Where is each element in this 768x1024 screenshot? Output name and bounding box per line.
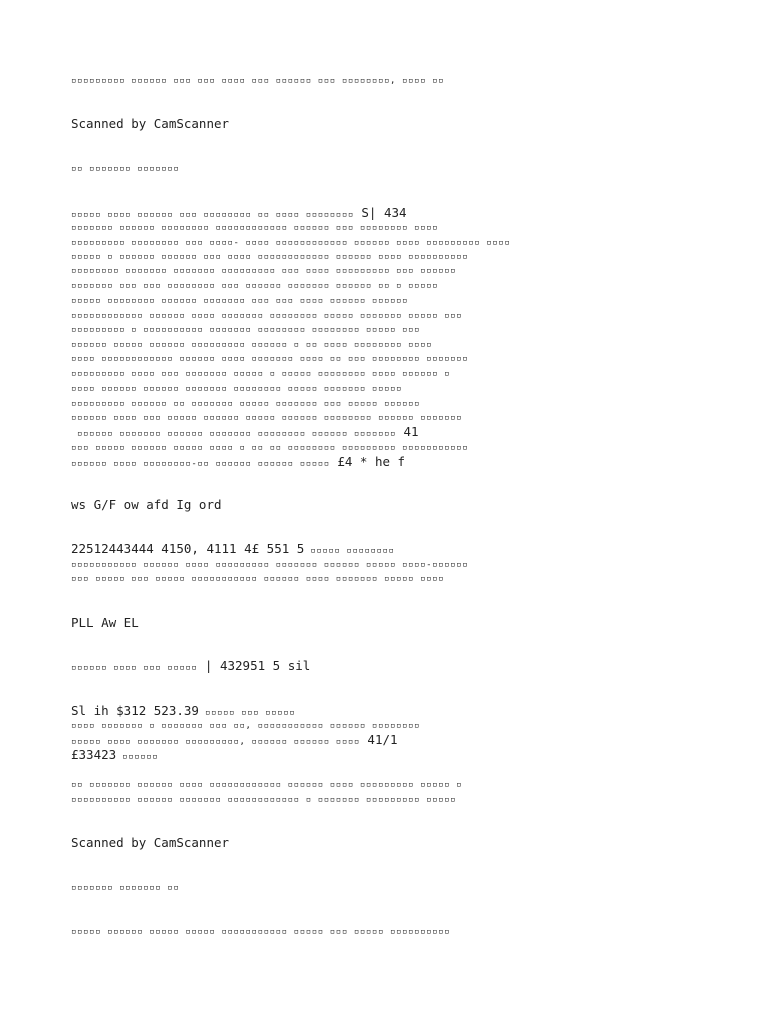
text-line: Sl ih $312 523.39 ▫▫▫▫▫ ▫▫▫ ▫▫▫▫▫ bbox=[71, 703, 296, 718]
text-line: ▫▫▫▫ ▫▫▫▫▫▫ ▫▫▫▫▫▫ ▫▫▫▫▫▫▫ ▫▫▫▫▫▫▫▫ ▫▫▫▫▫ ▫▫▫▫▫▫▫ ▫▫▫▫▫ bbox=[71, 384, 403, 394]
text-line: ws G/F ow afd Ig ord bbox=[71, 497, 222, 512]
text-line: ▫▫▫▫▫▫ ▫▫▫▫ ▫▫▫ ▫▫▫▫▫ ▫▫▫▫▫▫ ▫▫▫▫▫ ▫▫▫▫▫▫ ▫▫▫▫▫▫▫▫ ▫▫▫▫▫▫ ▫▫▫▫▫▫▫ bbox=[71, 413, 463, 423]
section-heading: ▫▫▫▫▫▫▫ ▫▫▫▫▫▫▫ ▫▫ bbox=[71, 883, 180, 893]
text-line: £33423 ▫▫▫▫▫▫ bbox=[71, 747, 159, 762]
text-line: ▫▫▫▫▫▫ ▫▫▫▫▫▫▫ ▫▫▫▫▫▫ ▫▫▫▫▫▫▫ ▫▫▫▫▫▫▫▫ ▫▫▫▫▫▫ ▫▫▫▫▫▫▫ 41 bbox=[71, 424, 419, 439]
text-line: ▫▫▫ ▫▫▫▫▫ ▫▫▫ ▫▫▫▫▫ ▫▫▫▫▫▫▫▫▫▫▫ ▫▫▫▫▫▫ ▫▫▫▫ ▫▫▫▫▫▫▫ ▫▫▫▫▫ ▫▫▫▫ bbox=[71, 574, 445, 584]
text-line: ▫▫▫▫▫▫ ▫▫▫▫ ▫▫▫ ▫▫▫▫▫ | 432951 5 sil bbox=[71, 658, 311, 673]
document-page bbox=[71, 0, 731, 1024]
text-line: ▫▫▫ ▫▫▫▫▫ ▫▫▫▫▫▫ ▫▫▫▫▫ ▫▫▫▫ ▫ ▫▫ ▫▫ ▫▫▫▫▫▫▫▫ ▫▫▫▫▫▫▫▫▫ ▫▫▫▫▫▫▫▫▫▫▫ bbox=[71, 443, 469, 453]
text-line: ▫▫▫▫ ▫▫▫▫▫▫▫▫▫▫▫▫ ▫▫▫▫▫▫ ▫▫▫▫ ▫▫▫▫▫▫▫ ▫▫▫▫ ▫▫ ▫▫▫ ▫▫▫▫▫▫▫▫ ▫▫▫▫▫▫▫ bbox=[71, 354, 469, 364]
text-line: ▫▫▫▫▫ ▫▫▫▫▫▫ ▫▫▫▫▫ ▫▫▫▫▫ ▫▫▫▫▫▫▫▫▫▫▫ ▫▫▫▫▫ ▫▫▫ ▫▫▫▫▫ ▫▫▫▫▫▫▫▫▫▫ bbox=[71, 927, 451, 937]
scanner-watermark-line: Scanned by CamScanner bbox=[71, 116, 230, 131]
text-line: ▫▫▫▫▫▫▫ ▫▫▫ ▫▫▫ ▫▫▫▫▫▫▫▫ ▫▫▫ ▫▫▫▫▫▫ ▫▫▫▫▫▫▫ ▫▫▫▫▫▫ ▫▫ ▫ ▫▫▫▫▫ bbox=[71, 281, 439, 291]
text-line: 22512443444 4150, 4111 4£ 551 5 ▫▫▫▫▫ ▫▫▫▫▫▫▫▫ bbox=[71, 541, 395, 556]
text-line: ▫▫ ▫▫▫▫▫▫▫ ▫▫▫▫▫▫ ▫▫▫▫ ▫▫▫▫▫▫▫▫▫▫▫▫ ▫▫▫▫▫▫ ▫▫▫▫ ▫▫▫▫▫▫▫▫▫ ▫▫▫▫▫ ▫ bbox=[71, 780, 463, 790]
text-line: ▫▫▫▫▫▫ ▫▫▫▫ ▫▫▫▫▫▫▫▫-▫▫ ▫▫▫▫▫▫ ▫▫▫▫▫▫ ▫▫▫▫▫ £4 * he f bbox=[71, 454, 406, 469]
text-line: ▫▫▫▫▫▫▫▫▫▫▫ ▫▫▫▫▫▫ ▫▫▫▫ ▫▫▫▫▫▫▫▫▫ ▫▫▫▫▫▫▫ ▫▫▫▫▫▫ ▫▫▫▫▫ ▫▫▫▫-▫▫▫▫▫▫ bbox=[71, 560, 469, 570]
text-line: ▫▫▫▫▫▫▫ ▫▫▫▫▫▫ ▫▫▫▫▫▫▫▫ ▫▫▫▫▫▫▫▫▫▫▫▫ ▫▫▫▫▫▫ ▫▫▫ ▫▫▫▫▫▫▫▫ ▫▫▫▫ bbox=[71, 223, 439, 233]
text-line: ▫▫▫▫▫ ▫ ▫▫▫▫▫▫ ▫▫▫▫▫▫ ▫▫▫ ▫▫▫▫ ▫▫▫▫▫▫▫▫▫▫▫▫ ▫▫▫▫▫▫ ▫▫▫▫ ▫▫▫▫▫▫▫▫▫▫ bbox=[71, 252, 469, 262]
text-line: ▫▫▫▫▫ ▫▫▫▫ ▫▫▫▫▫▫▫ ▫▫▫▫▫▫▫▫▫, ▫▫▫▫▫▫ ▫▫▫▫▫▫ ▫▫▫▫ 41/1 bbox=[71, 732, 398, 747]
text-line: ▫▫▫▫▫▫▫▫▫ ▫▫▫▫ ▫▫▫ ▫▫▫▫▫▫▫ ▫▫▫▫▫ ▫ ▫▫▫▫▫ ▫▫▫▫▫▫▫▫ ▫▫▫▫ ▫▫▫▫▫▫ ▫ bbox=[71, 369, 451, 379]
text-line: PLL Aw EL bbox=[71, 615, 139, 630]
text-line: ▫▫▫▫▫▫ ▫▫▫▫▫ ▫▫▫▫▫▫ ▫▫▫▫▫▫▫▫▫ ▫▫▫▫▫▫ ▫ ▫▫ ▫▫▫▫ ▫▫▫▫▫▫▫▫ ▫▫▫▫ bbox=[71, 340, 433, 350]
text-line: ▫▫▫▫▫▫▫▫▫ ▫▫▫▫▫▫▫▫ ▫▫▫ ▫▫▫▫- ▫▫▫▫ ▫▫▫▫▫▫▫▫▫▫▫▫ ▫▫▫▫▫▫ ▫▫▫▫ ▫▫▫▫▫▫▫▫▫ ▫▫▫▫ bbox=[71, 238, 511, 248]
section-heading: ▫▫ ▫▫▫▫▫▫▫ ▫▫▫▫▫▫▫ bbox=[71, 164, 180, 174]
text-line: ▫▫▫▫▫▫▫▫ ▫▫▫▫▫▫▫ ▫▫▫▫▫▫▫ ▫▫▫▫▫▫▫▫▫ ▫▫▫ ▫▫▫▫ ▫▫▫▫▫▫▫▫▫ ▫▫▫ ▫▫▫▫▫▫ bbox=[71, 266, 457, 276]
text-line: ▫▫▫▫▫ ▫▫▫▫ ▫▫▫▫▫▫ ▫▫▫ ▫▫▫▫▫▫▫▫ ▫▫ ▫▫▫▫ ▫▫▫▫▫▫▫▫ S| 434 bbox=[71, 205, 407, 220]
scanner-watermark-line: Scanned by CamScanner bbox=[71, 835, 230, 850]
text-line: ▫▫▫▫▫▫▫▫▫ ▫▫▫▫▫▫ ▫▫▫ ▫▫▫ ▫▫▫▫ ▫▫▫ ▫▫▫▫▫▫ ▫▫▫ ▫▫▫▫▫▫▫▫, ▫▫▫▫ ▫▫ bbox=[71, 76, 445, 86]
text-line: ▫▫▫▫▫▫▫▫▫ ▫ ▫▫▫▫▫▫▫▫▫▫ ▫▫▫▫▫▫▫ ▫▫▫▫▫▫▫▫ ▫▫▫▫▫▫▫▫ ▫▫▫▫▫ ▫▫▫ bbox=[71, 325, 421, 335]
text-line: ▫▫▫▫ ▫▫▫▫▫▫▫ ▫ ▫▫▫▫▫▫▫ ▫▫▫ ▫▫, ▫▫▫▫▫▫▫▫▫▫▫ ▫▫▫▫▫▫ ▫▫▫▫▫▫▫▫ bbox=[71, 721, 421, 731]
text-line: ▫▫▫▫▫ ▫▫▫▫▫▫▫▫ ▫▫▫▫▫▫ ▫▫▫▫▫▫▫ ▫▫▫ ▫▫▫ ▫▫▫▫ ▫▫▫▫▫▫ ▫▫▫▫▫▫ bbox=[71, 296, 409, 306]
text-line: ▫▫▫▫▫▫▫▫▫ ▫▫▫▫▫▫ ▫▫ ▫▫▫▫▫▫▫ ▫▫▫▫▫ ▫▫▫▫▫▫▫ ▫▫▫ ▫▫▫▫▫ ▫▫▫▫▫▫ bbox=[71, 399, 421, 409]
text-line: ▫▫▫▫▫▫▫▫▫▫ ▫▫▫▫▫▫ ▫▫▫▫▫▫▫ ▫▫▫▫▫▫▫▫▫▫▫▫ ▫ ▫▫▫▫▫▫▫ ▫▫▫▫▫▫▫▫▫ ▫▫▫▫▫ bbox=[71, 795, 457, 805]
text-line: ▫▫▫▫▫▫▫▫▫▫▫▫ ▫▫▫▫▫▫ ▫▫▫▫ ▫▫▫▫▫▫▫ ▫▫▫▫▫▫▫▫ ▫▫▫▫▫ ▫▫▫▫▫▫▫ ▫▫▫▫▫ ▫▫▫ bbox=[71, 311, 463, 321]
